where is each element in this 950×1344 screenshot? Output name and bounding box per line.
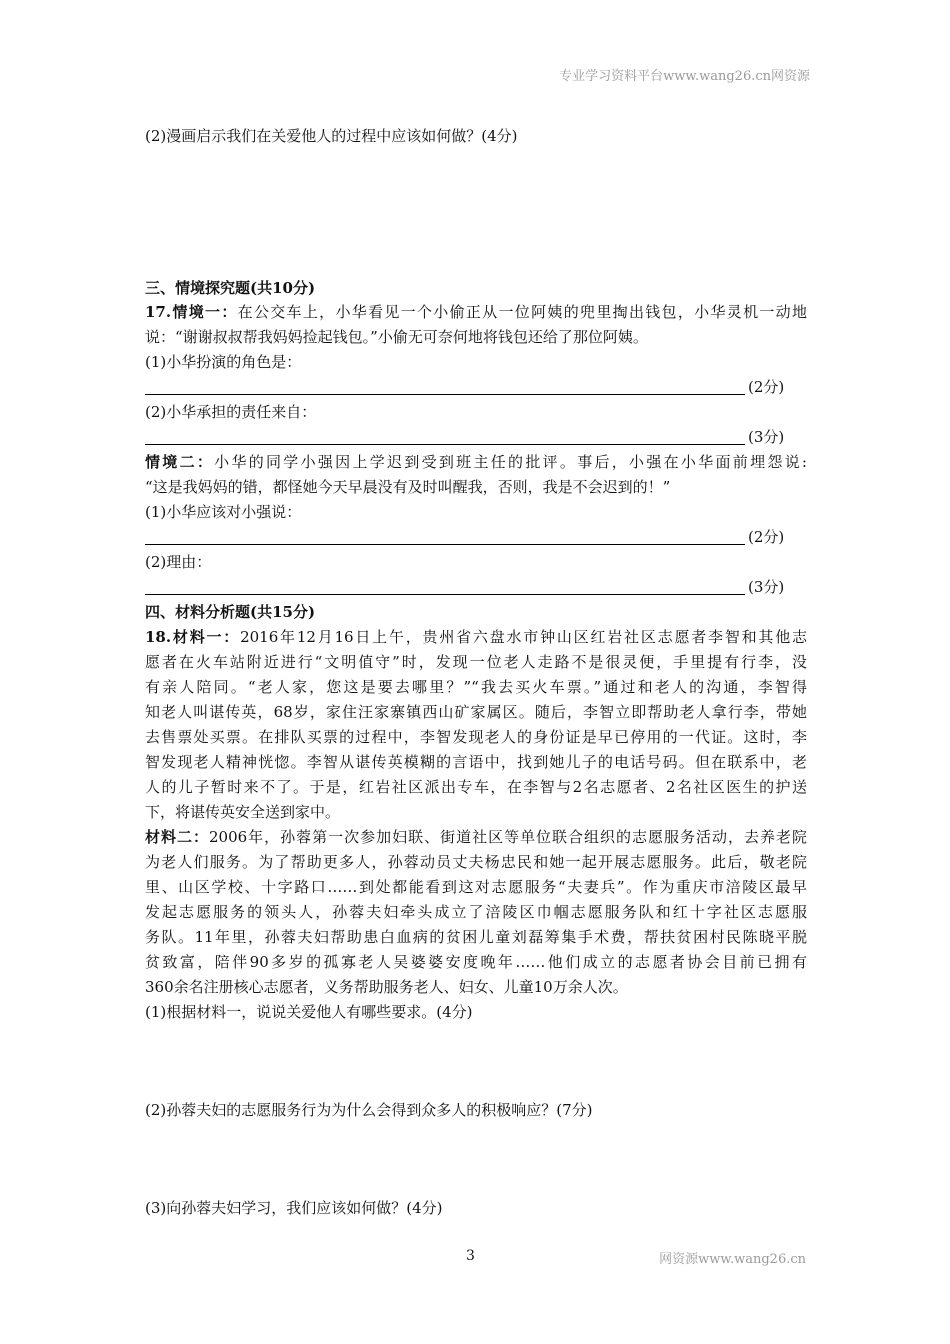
question-18-part-3: (3)向孙蓉夫妇学习，我们应该如何做？(4分)	[145, 1199, 443, 1217]
section-3-title: 三、情境探究题(共10分)	[145, 279, 316, 297]
scenario-1-line-2: 说：“谢谢叔叔帮我妈妈捡起钱包。”小偷无可奈何地将钱包还给了那位阿姨。	[145, 328, 648, 346]
scenario-2-text-a: 小华的同学小强因上学迟到受到班主任的批评。事后，小强在小华面前埋怨说:	[214, 453, 807, 471]
score-s1-q2: (3分)	[748, 428, 785, 446]
question-16-part-2: (2)漫画启示我们在关爱他人的过程中应该如何做？(4分)	[145, 127, 518, 145]
material-2-line-6: 贫致富，陪伴90多岁的孤寡老人吴婆婆安度晚年……他们成立的志愿者协会目前已拥有	[145, 953, 807, 971]
scenario-1-text-a: 在公交车上，小华看见一个小偷正从一位阿姨的兜里掏出钱包，小华灵机一动地	[237, 303, 807, 321]
material-2-line-1	[145, 825, 807, 849]
material-2-line-5: 务队。11年里，孙蓉夫妇帮助患白血病的贫困儿童刘磊筹集手术费，帮扶贫困村民陈晓平脱	[145, 928, 807, 946]
material-2-line-2: 为老人们服务。为了帮助更多人，孙蓉动员丈夫杨忠民和她一起开展志愿服务。此后，敬老院	[145, 853, 807, 871]
material-1-line-6: 智发现老人精神恍惚。李智从谌传英模糊的言语中，找到她儿子的电话号码。但在联系中，老	[145, 753, 807, 771]
score-s1-q1: (2分)	[748, 378, 785, 396]
scenario-1-line-1	[145, 300, 807, 324]
material-1-line-7: 人的儿子暂时来不了。于是，红岩社区派出专车，在李智与2名志愿者、2名社区医生的护送	[145, 778, 807, 796]
question-17-number: 17.	[145, 303, 172, 321]
page-header-watermark: 专业学习资料平台www.wang26.cn网资源	[559, 69, 810, 84]
material-1-line-4: 知老人叫谌传英，68岁，家住汪家寨镇西山矿家属区。随后，李智立即帮助老人拿行李，带她	[145, 703, 807, 721]
answer-line-s1-q2[interactable]	[145, 444, 745, 445]
material-2-line-4: 发起志愿服务的领头人，孙蓉夫妇牵头成立了涪陵区巾帼志愿服务队和红十字社区志愿服	[145, 903, 807, 921]
material-1-line-3: 有亲人陪同。“老人家，您这是要去哪里？”“我去买火车票。”通过和老人的沟通，李智得	[145, 678, 807, 696]
score-s2-q2: (3分)	[748, 578, 785, 596]
scenario-1-question-2: (2)小华承担的责任来自：	[145, 403, 317, 421]
material-1-line-5: 去售票处买票。在排队买票的过程中，李智发现老人的身份证是早已停用的一代证。这时，李	[145, 728, 807, 746]
material-1-line-8: 下，将谌传英安全送到家中。	[145, 803, 341, 821]
material-2-text: 2006年，孙蓉第一次参加妇联、街道社区等单位联合组织的志愿服务活动，去养老院	[208, 828, 807, 846]
page-footer-watermark: 网资源www.wang26.cn	[659, 1252, 806, 1267]
answer-line-s2-q2[interactable]	[145, 594, 745, 595]
material-1-line-1	[145, 625, 807, 649]
scenario-2-question-2: (2)理由：	[145, 553, 212, 571]
scenario-2-line-2: “这是我妈妈的错，都怪她今天早晨没有及时叫醒我，否则，我是不会迟到的！”	[145, 478, 671, 496]
question-18-part-1: (1)根据材料一，说说关爱他人有哪些要求。(4分)	[145, 1003, 473, 1021]
scenario-1-label: 情境一：	[171, 303, 238, 321]
material-2-label: 材料二：	[145, 828, 209, 846]
scenario-2-line-1	[145, 450, 807, 474]
material-1-line-2: 愿者在火车站附近进行“文明值守”时，发现一位老人走路不是很灵便，手里提有行李，没	[145, 653, 807, 671]
material-1-label: 材料一：	[171, 628, 241, 646]
material-2-line-3: 里、山区学校、十字路口……到处都能看到这对志愿服务“夫妻兵”。作为重庆市涪陵区最早	[145, 878, 807, 896]
answer-line-s1-q1[interactable]	[145, 394, 745, 395]
scenario-2-question-1: (1)小华应该对小强说：	[145, 503, 302, 521]
material-2-line-7: 360余名注册核心志愿者，义务帮助服务老人、妇女、儿童10万余人次。	[145, 978, 628, 996]
scenario-2-label: 情境二：	[145, 453, 215, 471]
answer-line-s2-q1[interactable]	[145, 544, 745, 545]
page-number: 3	[466, 1248, 475, 1264]
question-18-part-2: (2)孙蓉夫妇的志愿服务行为为什么会得到众多人的积极响应？(7分)	[145, 1101, 593, 1119]
section-4-title: 四、材料分析题(共15分)	[145, 603, 316, 621]
score-s2-q1: (2分)	[748, 528, 785, 546]
scenario-1-question-1: (1)小华扮演的角色是：	[145, 353, 302, 371]
material-1-text: 2016年12月16日上午，贵州省六盘水市钟山区红岩社区志愿者李智和其他志	[240, 628, 807, 646]
question-18-number: 18.	[145, 628, 172, 646]
